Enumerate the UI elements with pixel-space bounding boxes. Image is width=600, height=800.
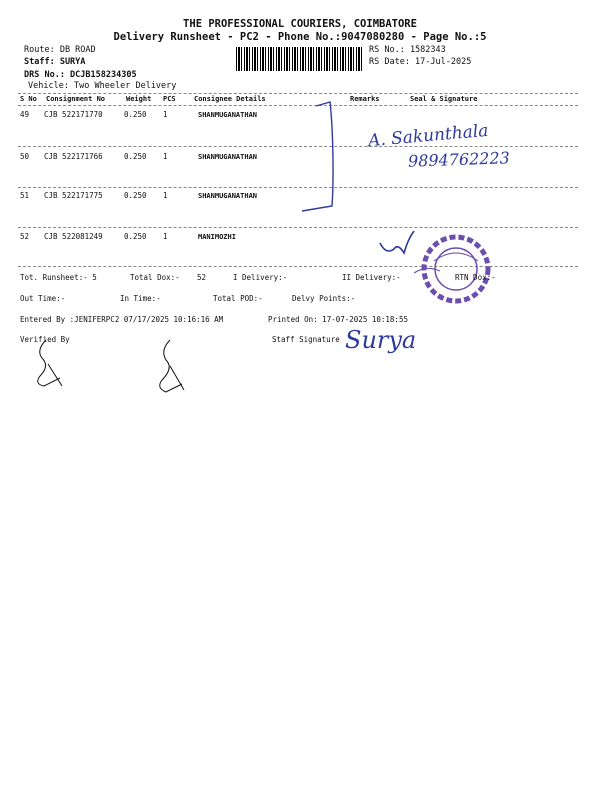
col-consignment: Consignment No xyxy=(46,95,106,103)
row-sno: 51 xyxy=(20,191,30,200)
row-weight: 0.250 xyxy=(124,110,147,119)
row-sno: 49 xyxy=(20,110,30,119)
row-consignee: SHANMUGANATHAN xyxy=(198,153,258,161)
verifier-signature xyxy=(152,336,192,398)
delvy-points: Delvy Points:- xyxy=(292,294,356,303)
row-pcs: 1 xyxy=(163,152,168,161)
row-sno: 50 xyxy=(20,152,30,161)
total-runsheet: Tot. Runsheet:- 5 xyxy=(20,273,97,282)
col-sno: S No xyxy=(20,95,37,103)
barcode xyxy=(236,47,364,71)
vehicle-label: Vehicle: Two Wheeler Delivery xyxy=(28,81,177,91)
row-weight: 0.250 xyxy=(124,232,147,241)
row-consignee: SHANMUGANATHAN xyxy=(198,111,258,119)
runsheet-subtitle: Delivery Runsheet - PC2 - Phone No.:9047080280 - Page No.:5 xyxy=(113,31,487,43)
total-dox-value: 52 xyxy=(197,273,207,282)
col-seal: Seal & Signature xyxy=(410,95,478,103)
total-dox-label: Total Dox:- xyxy=(130,273,180,282)
row-consignment: CJB 522171766 xyxy=(44,152,103,161)
in-time: In Time:- xyxy=(120,294,161,303)
staff-signature-label: Staff Signature xyxy=(272,335,340,344)
col-remarks: Remarks xyxy=(350,95,380,103)
col-pcs: PCS xyxy=(163,95,176,103)
col-consignee: Consignee Details xyxy=(194,95,266,103)
company-title: THE PROFESSIONAL COURIERS, COIMBATORE xyxy=(183,18,417,30)
rs-date: RS Date: 17-Jul-2025 xyxy=(369,57,472,67)
seal-stamp xyxy=(374,225,514,315)
staff-signature: Surya xyxy=(345,326,417,354)
verified-by-label: Verified By xyxy=(20,335,70,344)
row-weight: 0.250 xyxy=(124,152,147,161)
printed-on: Printed On: 17-07-2025 10:18:55 xyxy=(268,315,408,324)
row-pcs: 1 xyxy=(163,110,168,119)
row-pcs: 1 xyxy=(163,232,168,241)
total-pod: Total POD:- xyxy=(213,294,263,303)
row-weight: 0.250 xyxy=(124,191,147,200)
row-consignment: CJB 522171770 xyxy=(44,110,103,119)
out-time: Out Time:- xyxy=(20,294,66,303)
row-consignment: CJB 522081249 xyxy=(44,232,103,241)
staff-label: Staff: SURYA xyxy=(24,57,86,67)
bracket-mark xyxy=(290,98,350,216)
verifier-signature xyxy=(32,336,72,392)
handwritten-phone: 9894762223 xyxy=(407,148,511,171)
header-rule-top xyxy=(18,93,578,94)
col-weight: Weight xyxy=(126,95,152,103)
ii-delivery: II Delivery:- xyxy=(342,273,401,282)
rtn-dox: RTN Dox:- xyxy=(455,273,496,282)
row-sno: 52 xyxy=(20,232,30,241)
drs-number: DRS No.: DCJB158234305 xyxy=(24,70,137,80)
entered-by: Entered By :JENIFERPC2 07/17/2025 10:16:16 AM xyxy=(20,315,224,324)
route-label: Route: DB ROAD xyxy=(24,45,96,55)
rs-number: RS No.: 1582343 xyxy=(369,45,446,55)
row-consignment: CJB 522171775 xyxy=(44,191,103,200)
row-consignee: SHANMUGANATHAN xyxy=(198,192,258,200)
row-pcs: 1 xyxy=(163,191,168,200)
handwritten-name: A. Sakunthala xyxy=(367,120,490,152)
i-delivery: I Delivery:- xyxy=(233,273,288,282)
row-consignee: MANIMOZHI xyxy=(198,233,236,241)
